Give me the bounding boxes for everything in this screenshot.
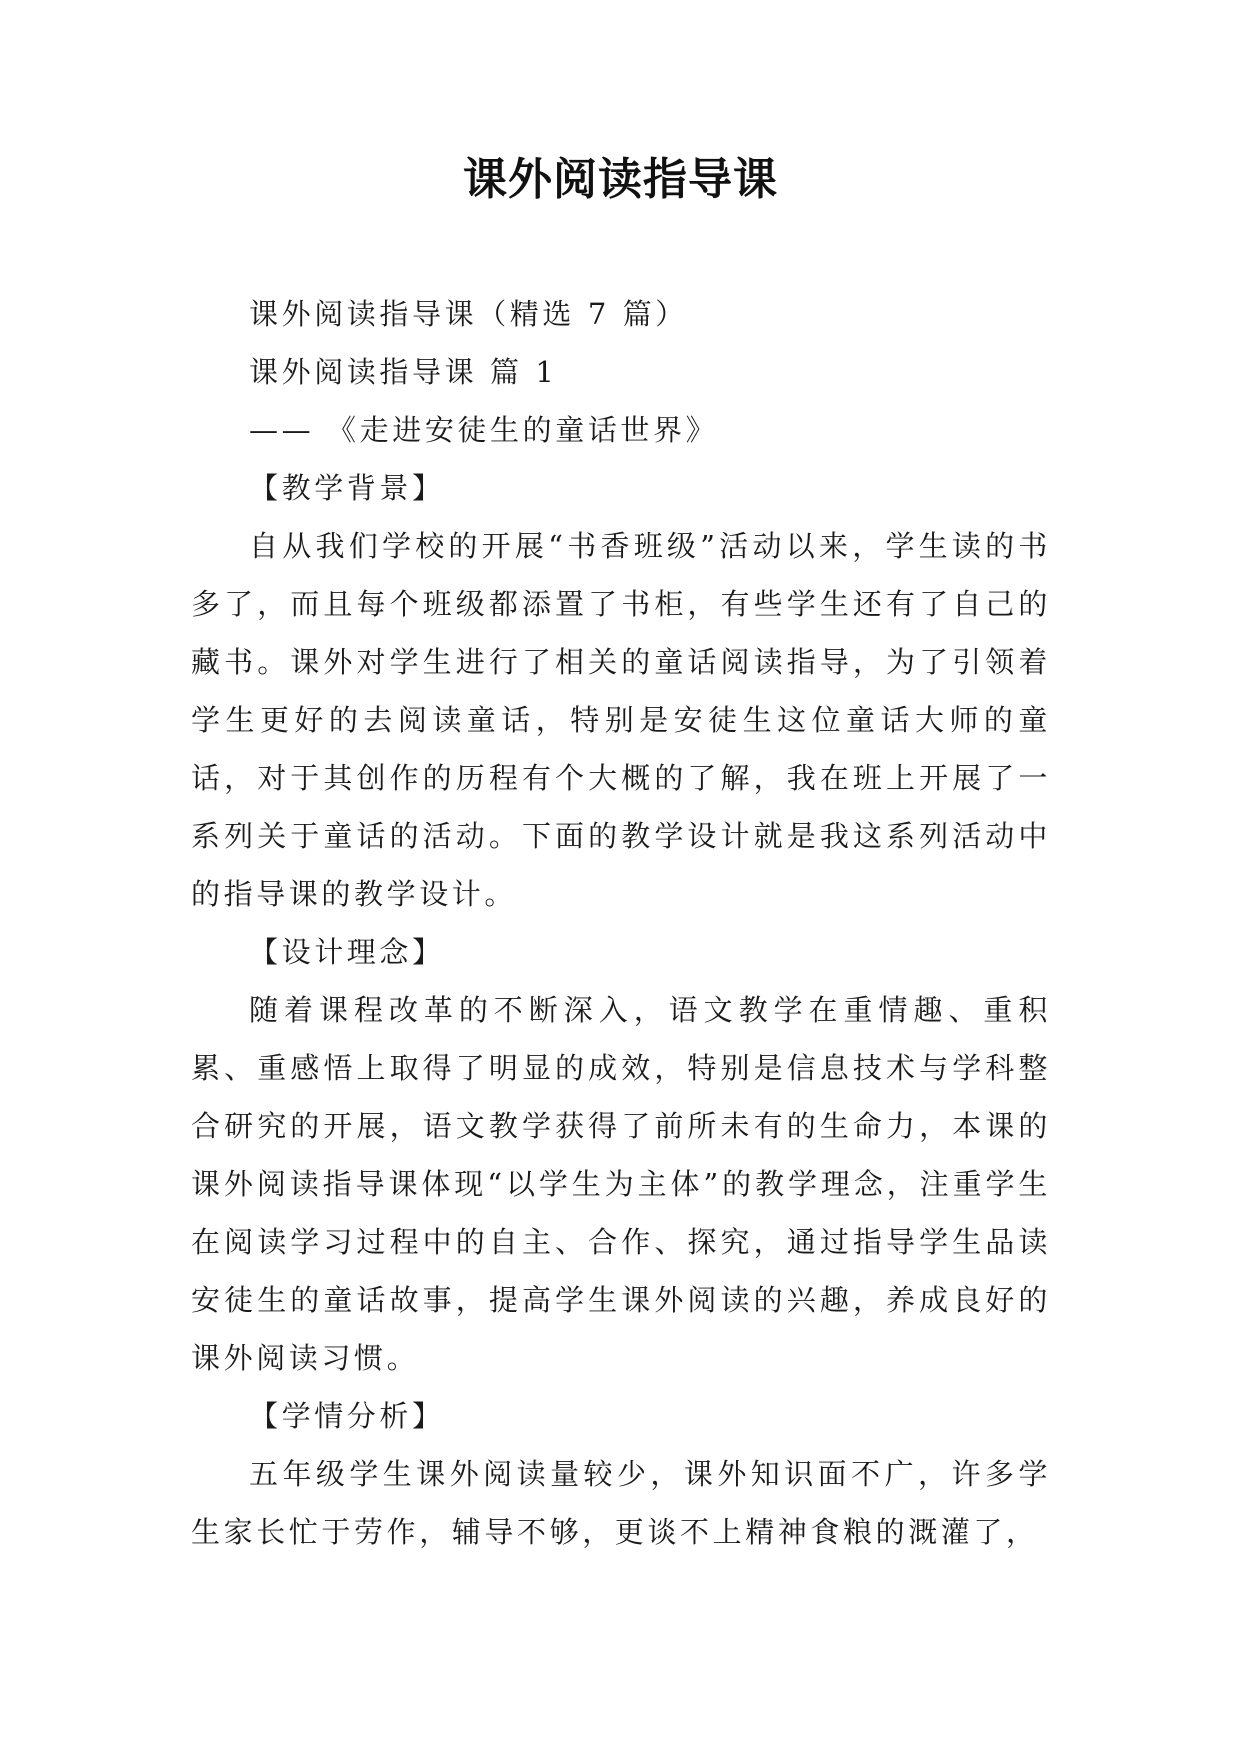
document-title: 课外阅读指导课 bbox=[463, 154, 778, 205]
paragraph-lesson-title: —— 《走进安徒生的童话世界》 bbox=[249, 413, 719, 447]
paragraph-subtitle: 课外阅读指导课（精选 7 篇） bbox=[249, 297, 688, 331]
paragraph-section-heading: 课外阅读指导课 篇 1 bbox=[249, 355, 558, 389]
paragraph-learning-analysis: 五年级学生课外阅读量较少，课外知识面不广，许多学生家长忙于劳作，辅导不够，更谈不上精神食粮的溉灌了， bbox=[191, 1457, 1051, 1549]
paragraph-design-concept: 随着课程改革的不断深入，语文教学在重情趣、重积累、重感悟上取得了明显的成效，特别是信息技术与学科整合研究的开展，语文教学获得了前所未有的生命力，本课的课外阅读指导课体现“以学生为主体”的教学理念，注重学生在阅读学习过程中的自主、合作、探究，通过指导学生品读安徒生的童话故事，提高学生课外阅读的兴趣，养成良好的课外阅读习惯。 bbox=[191, 993, 1051, 1375]
heading-learning-analysis: 【学情分析】 bbox=[249, 1399, 445, 1433]
paragraph-teaching-background: 自从我们学校的开展“书香班级”活动以来，学生读的书多了，而且每个班级都添置了书柜，有些学生还有了自己的藏书。课外对学生进行了相关的童话阅读指导，为了引领着学生更好的去阅读童话，特别是安徒生这位童话大师的童话，对于其创作的历程有个大概的了解，我在班上开展了一系列关于童话的活动。下面的教学设计就是我这系列活动中的指导课的教学设计。 bbox=[191, 529, 1051, 911]
heading-teaching-background: 【教学背景】 bbox=[249, 471, 445, 505]
heading-design-concept: 【设计理念】 bbox=[249, 935, 445, 969]
document-body bbox=[191, 285, 1051, 1561]
